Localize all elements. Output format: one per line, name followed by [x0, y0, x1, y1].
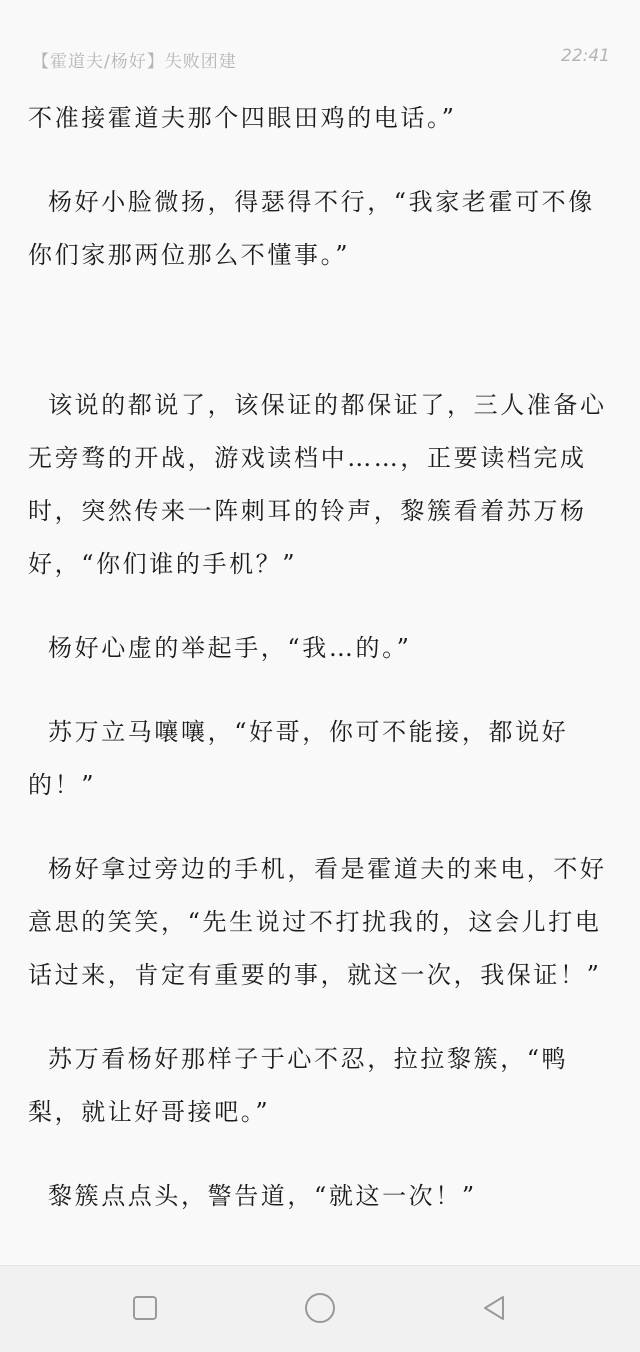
system-navigation-bar — [0, 1265, 640, 1352]
paragraph: 黎簇点点头，警告道，“就这一次！” — [48, 1182, 477, 1210]
back-button[interactable] — [476, 1290, 512, 1326]
paragraph: 杨好小脸微扬，得瑟得不行，“我家老霍可不像你们家那两位那么不懂事。” — [28, 188, 595, 269]
square-icon — [131, 1294, 159, 1322]
circle-icon — [303, 1291, 337, 1325]
paragraph: 苏万看杨好那样子于心不忍，拉拉黎簇，“鸭梨，就让好哥接吧。” — [28, 1045, 569, 1126]
home-button[interactable] — [302, 1290, 338, 1326]
chapter-title: 【霍道夫/杨好】失败团建 — [32, 52, 237, 72]
paragraph: 不准接霍道夫那个四眼田鸡的电话。” — [28, 104, 457, 132]
paragraph: 该说的都说了，该保证的都保证了，三人准备心无旁骛的开战，游戏读档中……，正要读档完成时，突然传来一阵刺耳的铃声，黎簇看着苏万杨好，“你们谁的手机？” — [28, 391, 607, 578]
triangle-back-icon — [479, 1293, 509, 1323]
paragraph: 杨好心虚的举起手，“我…的。” — [48, 634, 412, 662]
paragraph: 杨好拿过旁边的手机，看是霍道夫的来电，不好意思的笑笑，“先生说过不打扰我的，这会儿打电话过来，肯定有重要的事，就这一次，我保证！” — [28, 855, 607, 989]
chapter-content[interactable] — [28, 92, 614, 1338]
paragraph-gap — [28, 313, 614, 379]
paragraph: 苏万立马嚷嚷，“好哥，你可不能接，都说好的！” — [28, 718, 569, 799]
status-time: 22:41 — [561, 46, 610, 66]
reader-header — [0, 0, 640, 90]
recent-apps-button[interactable] — [127, 1290, 163, 1326]
